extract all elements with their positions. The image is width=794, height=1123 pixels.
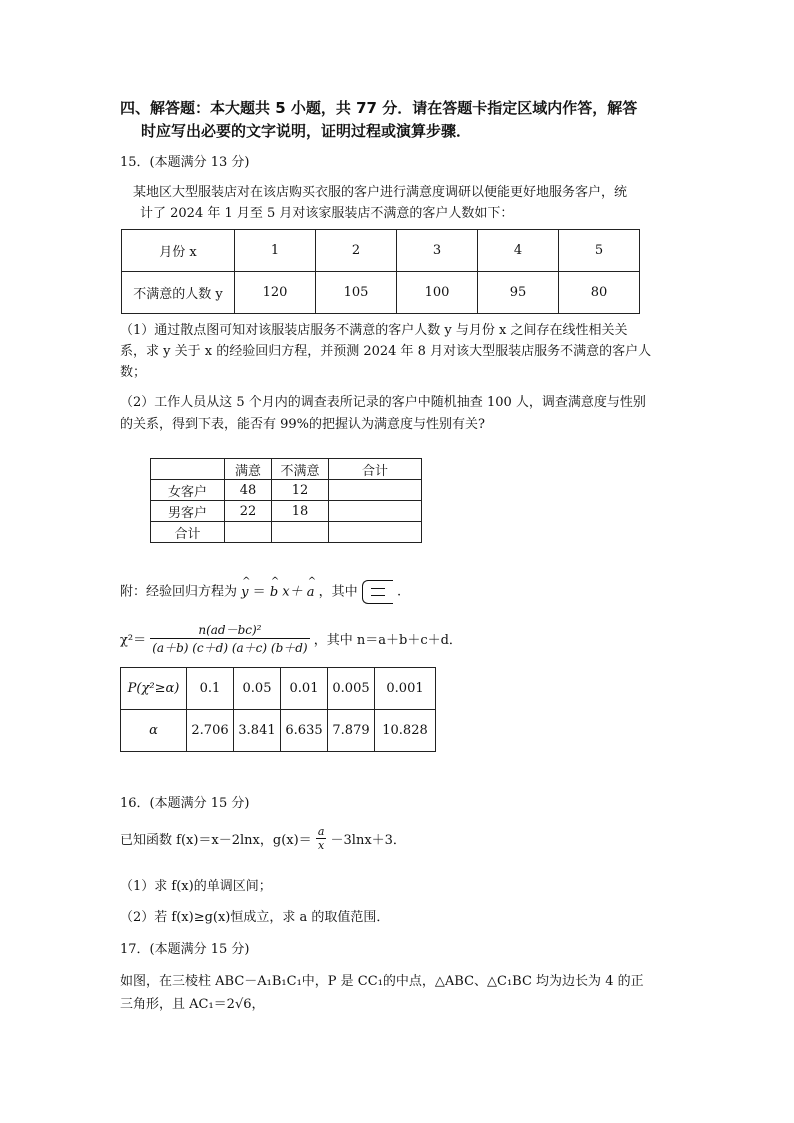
q16-part2: （2）若 f(x)≥g(x)恒成立，求 a 的取值范围． [120,910,390,925]
equals-sign: ＝ [252,584,266,600]
probability-cell: 0.1 [187,668,234,710]
q15-part2-line2: 的关系，得到下表，能否有 99%的把握认为满意度与性别有关? [120,417,485,432]
table-cell [272,522,329,543]
q16-given-suffix: －3lnx＋3． [330,833,406,848]
table-row [151,480,422,501]
month-cell: 2 [316,230,397,272]
q16-denominator: x [318,839,325,852]
a-hat: ^ a [307,585,315,600]
q15-part1-line3: 数； [120,365,147,380]
chi-square-formula [120,621,462,656]
table-cell: 女客户 [151,480,225,501]
alpha-cell: 3.841 [234,710,281,752]
table-row [151,459,422,480]
table-cell: 合计 [151,522,225,543]
q17-line1: 如图，在三棱柱 ABC－A₁B₁C₁中，P 是 CC₁的中点，△ABC、△C₁BC 均为边长为 4 的正 [120,974,644,989]
q16-fraction [316,825,327,852]
q16-numerator: a [317,825,325,838]
q15-intro-line2: 计了 2024 年 1 月至 5 月对该家服装店不满意的客户人数如下： [140,206,514,221]
count-cell: 120 [235,272,316,314]
header-cell [151,459,225,480]
q16-given-prefix: 已知函数 f(x)＝x－2lnx，g(x)＝ [120,833,312,848]
q15-header: 15．(本题满分 13 分) [120,155,250,170]
q15-part2-line1: （2）工作人员从这 5 个月内的调查表所记录的客户中随机抽查 100 人，调查满意度与性别 [120,395,646,410]
table-row [121,668,436,710]
q16-header: 16．(本题满分 15 分) [120,796,250,811]
table-row [151,522,422,543]
satisfaction-gender-table [150,458,422,543]
appendix-prefix: 附：经验回归方程为 [120,584,238,600]
count-cell: 105 [316,272,397,314]
chi-denominator: (a＋b) (c＋d) (a＋c) (b＋d) [152,641,308,655]
q16-part1: （1）求 f(x)的单调区间； [120,879,272,894]
q15-part1-line1: （1）通过散点图可知对该服装店服务不满意的客户人数 y 与月份 x 之间存在线性相关关 [120,323,628,338]
table-cell: 22 [225,501,272,522]
monthly-complaints-table [121,229,640,314]
table-row [151,501,422,522]
table-cell [329,501,422,522]
y-hat: ^ y [241,585,248,600]
table-cell: 48 [225,480,272,501]
chi-numerator: n(ad－bc)² [150,621,309,639]
chi-lhs: χ²＝ [120,633,147,648]
table-cell [329,480,422,501]
count-cell: 95 [478,272,559,314]
table-row [122,230,640,272]
month-cell: 4 [478,230,559,272]
probability-cell: 0.001 [375,668,436,710]
section-title-line1: 四、解答题：本大题共 5 小题，共 77 分．请在答题卡指定区域内作答，解答 [120,99,638,117]
chi-fraction [150,621,309,656]
q15-intro-line1: 某地区大型服装店对在该店购买衣服的客户进行满意度调研以便能更好地服务客户，统 [133,185,628,200]
header-cell: 满意 [225,459,272,480]
q17-header: 17．(本题满分 15 分) [120,942,250,957]
table-row [121,710,436,752]
q16-given [120,825,406,852]
table-cell: 12 [272,480,329,501]
row-label-month: 月份 x [122,230,235,272]
table-cell [329,522,422,543]
regression-equation-note [120,580,401,604]
b-hat: ^ b [270,585,278,600]
q15-part1-line2: 系，求 y 关于 x 的经验回归方程，并预测 2024 年 8 月对该大型服装店服务不满意的客户人 [120,344,652,359]
table-cell: 18 [272,501,329,522]
alpha-cell: 10.828 [375,710,436,752]
alpha-cell: 7.879 [328,710,375,752]
critical-value-table [120,667,436,752]
row-label-alpha: α [121,710,187,752]
q17-line2: 三角形，且 AC₁＝2√6， [120,997,265,1012]
alpha-cell: 2.706 [187,710,234,752]
table-row [122,272,640,314]
count-cell: 80 [559,272,640,314]
appendix-end: . [396,584,402,600]
probability-cell: 0.05 [234,668,281,710]
probability-cell: 0.01 [281,668,328,710]
formula-brace-placeholder [362,580,393,604]
header-cell: 不满意 [272,459,329,480]
month-cell: 5 [559,230,640,272]
x-plus: x＋ [282,584,303,600]
month-cell: 1 [235,230,316,272]
table-cell: 男客户 [151,501,225,522]
section-title-line2: 时应写出必要的文字说明，证明过程或演算步骤． [141,122,472,140]
row-label-count: 不满意的人数 y [122,272,235,314]
table-cell [225,522,272,543]
alpha-cell: 6.635 [281,710,328,752]
header-cell: 合计 [329,459,422,480]
count-cell: 100 [397,272,478,314]
probability-cell: 0.005 [328,668,375,710]
appendix-suffix: ，其中 [318,584,358,600]
month-cell: 3 [397,230,478,272]
chi-where: ，其中 n＝a＋b＋c＋d． [313,633,462,648]
row-label-probability: P(χ²≥α) [121,668,187,710]
